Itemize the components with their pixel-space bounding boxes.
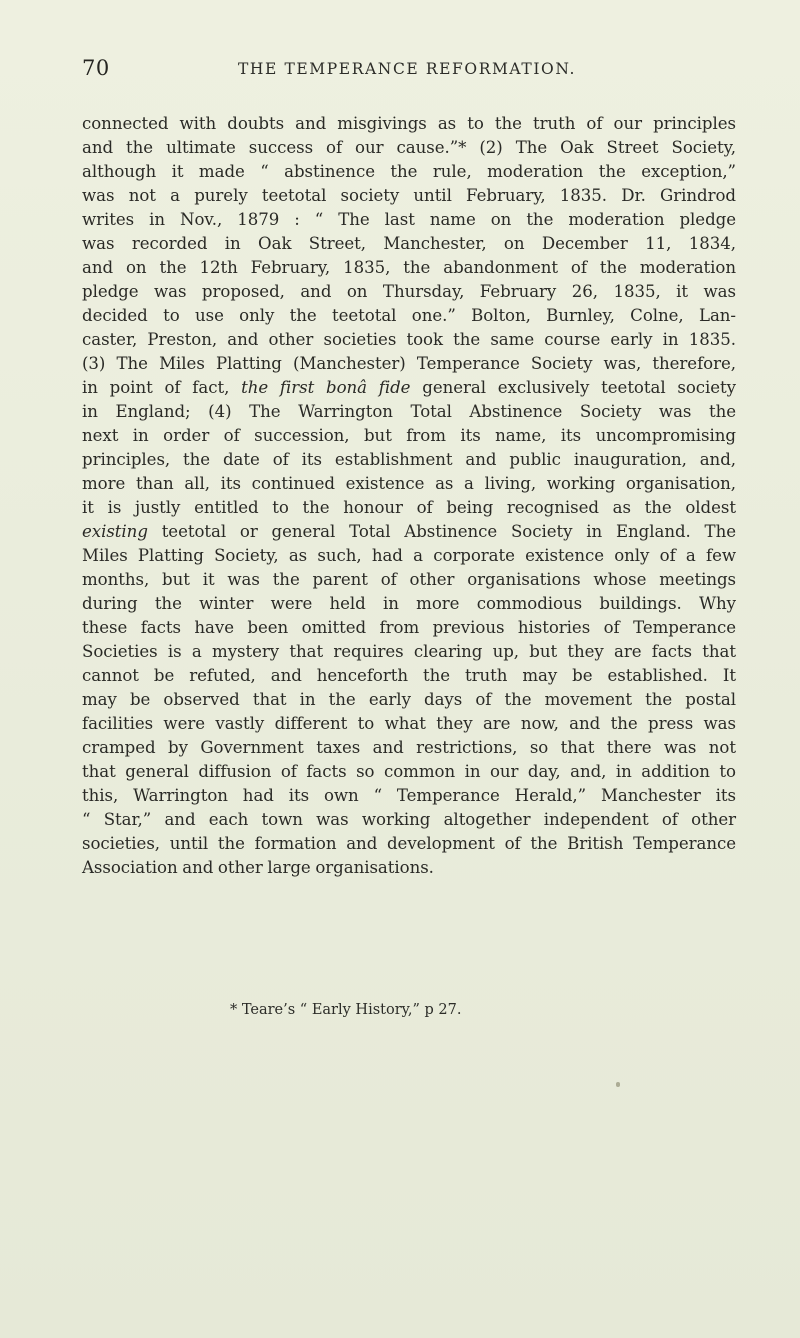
text-run: was not a purely teetotal society until February, 1835. Dr. Grindrod bbox=[82, 186, 736, 205]
text-line bbox=[82, 352, 736, 376]
text-line bbox=[82, 496, 736, 520]
text-run: it is justly entitled to the honour of being recognised as the oldest bbox=[82, 498, 736, 517]
text-run: caster, Preston, and other societies took the same course early in 1835. bbox=[82, 330, 736, 349]
running-head bbox=[82, 56, 732, 86]
text-line bbox=[82, 856, 736, 880]
text-run: Societies is a mystery that requires clearing up, but they are facts that bbox=[82, 642, 736, 661]
text-line bbox=[82, 520, 736, 544]
text-run: next in order of succession, but from its name, its uncompromising bbox=[82, 426, 736, 445]
text-line bbox=[82, 424, 736, 448]
text-line bbox=[82, 136, 736, 160]
text-run: (3) The Miles Platting (Manchester) Temperance Society was, therefore, bbox=[82, 354, 736, 373]
italic-phrase: existing bbox=[82, 522, 148, 541]
text-line bbox=[82, 280, 736, 304]
text-run: cramped by Government taxes and restrictions, so that there was not bbox=[82, 738, 736, 757]
text-run: societies, until the formation and development of the British Temperance bbox=[82, 834, 736, 853]
text-line bbox=[82, 616, 736, 640]
text-line bbox=[82, 376, 736, 400]
text-run: connected with doubts and misgivings as to the truth of our principles bbox=[82, 114, 736, 133]
text-run: teetotal or general Total Abstinence Society in England. The bbox=[147, 522, 736, 541]
text-line bbox=[82, 712, 736, 736]
text-line bbox=[82, 544, 736, 568]
text-run: these facts have been omitted from previous histories of Temperance bbox=[82, 618, 736, 637]
text-run: cannot be refuted, and henceforth the truth may be established. It bbox=[82, 666, 736, 685]
text-run: and on the 12th February, 1835, the abandonment of the moderation bbox=[82, 258, 736, 277]
text-run: was recorded in Oak Street, Manchester, on December 11, 1834, bbox=[82, 234, 736, 253]
text-line bbox=[82, 448, 736, 472]
text-run: general exclusively teetotal society bbox=[410, 378, 736, 397]
text-line bbox=[82, 784, 736, 808]
text-line bbox=[82, 760, 736, 784]
text-run: Miles Platting Society, as such, had a corporate existence only of a few bbox=[82, 546, 736, 565]
text-line bbox=[82, 112, 736, 136]
text-run: that general diffusion of facts so common in our day, and, in addition to bbox=[82, 762, 736, 781]
text-run: this, Warrington had its own “ Temperance Herald,” Manchester its bbox=[82, 786, 736, 805]
text-line bbox=[82, 736, 736, 760]
italic-phrase: the first bonâ fide bbox=[241, 378, 411, 397]
text-line bbox=[82, 208, 736, 232]
text-line bbox=[82, 160, 736, 184]
text-line bbox=[82, 664, 736, 688]
text-run: more than all, its continued existence as a living, working organisation, bbox=[82, 474, 736, 493]
footnote: * Teare’s “ Early History,” p 27. bbox=[230, 1002, 462, 1018]
text-run: in England; (4) The Warrington Total Abstinence Society was the bbox=[82, 402, 736, 421]
text-line bbox=[82, 232, 736, 256]
text-run: may be observed that in the early days of the movement the postal bbox=[82, 690, 736, 709]
text-run: pledge was proposed, and on Thursday, February 26, 1835, it was bbox=[82, 282, 736, 301]
text-run: decided to use only the teetotal one.” Bolton, Burnley, Colne, Lan- bbox=[82, 306, 736, 325]
text-run: “ Star,” and each town was working altogether independent of other bbox=[82, 810, 736, 829]
text-run: during the winter were held in more commodious buildings. Why bbox=[82, 594, 736, 613]
text-line bbox=[82, 184, 736, 208]
text-run: facilities were vastly different to what they are now, and the press was bbox=[82, 714, 736, 733]
text-run: in point of fact, bbox=[82, 378, 242, 397]
text-line bbox=[82, 304, 736, 328]
paper-speck bbox=[616, 1082, 620, 1087]
text-run: and the ultimate success of our cause.”* (2) The Oak Street Society, bbox=[82, 138, 736, 157]
text-line bbox=[82, 568, 736, 592]
text-line bbox=[82, 328, 736, 352]
text-line bbox=[82, 640, 736, 664]
body-paragraph bbox=[82, 112, 736, 880]
text-line bbox=[82, 592, 736, 616]
text-line bbox=[82, 472, 736, 496]
text-run: Association and other large organisations. bbox=[82, 858, 434, 877]
text-line bbox=[82, 808, 736, 832]
page-number: 70 bbox=[82, 56, 110, 80]
text-run: principles, the date of its establishment and public inauguration, and, bbox=[82, 450, 736, 469]
text-line bbox=[82, 400, 736, 424]
text-run: months, but it was the parent of other organisations whose meetings bbox=[82, 570, 736, 589]
running-title: THE TEMPERANCE REFORMATION. bbox=[237, 60, 577, 78]
text-line bbox=[82, 256, 736, 280]
text-line bbox=[82, 688, 736, 712]
text-run: although it made “ abstinence the rule, moderation the exception,” bbox=[82, 162, 736, 181]
text-line bbox=[82, 832, 736, 856]
text-run: writes in Nov., 1879 : “ The last name on the moderation pledge bbox=[82, 210, 736, 229]
